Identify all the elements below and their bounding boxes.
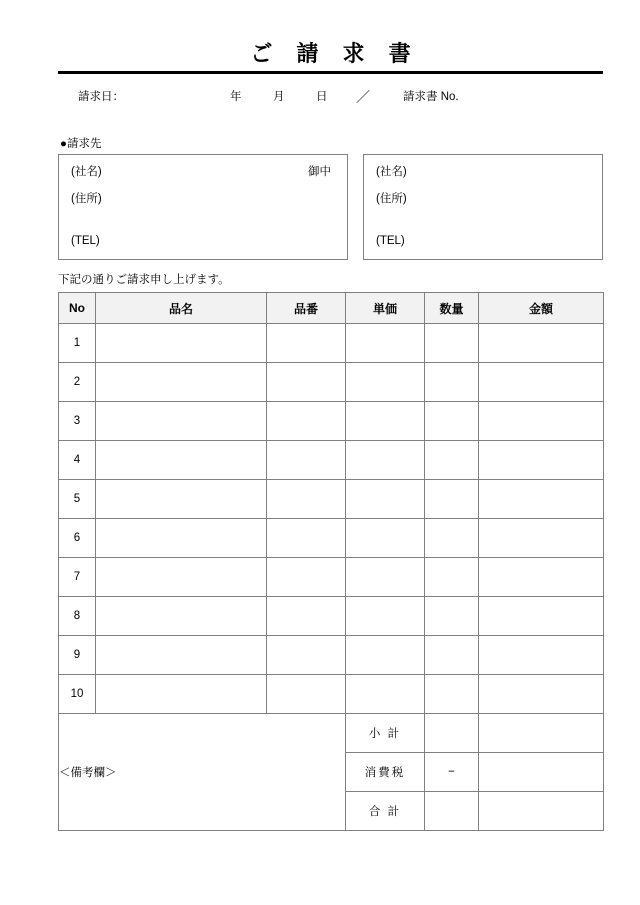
table-body bbox=[59, 324, 604, 831]
column-header-name: 品名 bbox=[96, 293, 267, 324]
cell-amount[interactable] bbox=[479, 402, 604, 441]
issuer-tel-placeholder: (TEL) bbox=[376, 235, 405, 247]
month-unit-label: 月 bbox=[273, 91, 285, 103]
table-row bbox=[59, 558, 604, 597]
cell-quantity[interactable] bbox=[425, 675, 479, 714]
column-header-code: 品番 bbox=[267, 293, 346, 324]
cell-unit-price[interactable] bbox=[346, 519, 425, 558]
row-number: 1 bbox=[59, 324, 96, 363]
column-header-no: No bbox=[59, 293, 96, 324]
intro-sentence: 下記の通りご請求申し上げます。 bbox=[58, 274, 230, 286]
issuer-company-placeholder: (社名) bbox=[376, 166, 407, 178]
cell-quantity[interactable] bbox=[425, 480, 479, 519]
cell-amount[interactable] bbox=[479, 441, 604, 480]
cell-quantity[interactable] bbox=[425, 636, 479, 675]
issuer-box[interactable] bbox=[363, 154, 603, 260]
summary-row-subtotal bbox=[59, 714, 604, 753]
cell-quantity[interactable] bbox=[425, 402, 479, 441]
table-row bbox=[59, 597, 604, 636]
cell-amount[interactable] bbox=[479, 363, 604, 402]
cell-quantity[interactable] bbox=[425, 519, 479, 558]
cell-amount[interactable] bbox=[479, 675, 604, 714]
cell-item-code[interactable] bbox=[267, 519, 346, 558]
customer-tel-placeholder: (TEL) bbox=[71, 235, 100, 247]
cell-item-code[interactable] bbox=[267, 324, 346, 363]
row-number: 4 bbox=[59, 441, 96, 480]
cell-unit-price[interactable] bbox=[346, 636, 425, 675]
invoice-number-label: 請求書 No. bbox=[403, 91, 459, 103]
cell-item-name[interactable] bbox=[96, 519, 267, 558]
cell-amount[interactable] bbox=[479, 480, 604, 519]
cell-item-code[interactable] bbox=[267, 363, 346, 402]
cell-quantity[interactable] bbox=[425, 558, 479, 597]
cell-amount[interactable] bbox=[479, 324, 604, 363]
tax-label: 消費税 bbox=[346, 753, 425, 792]
page-title: ご 請 求 書 bbox=[250, 41, 420, 66]
cell-unit-price[interactable] bbox=[346, 558, 425, 597]
cell-item-name[interactable] bbox=[96, 363, 267, 402]
cell-unit-price[interactable] bbox=[346, 675, 425, 714]
cell-item-code[interactable] bbox=[267, 675, 346, 714]
cell-item-name[interactable] bbox=[96, 324, 267, 363]
cell-item-code[interactable] bbox=[267, 402, 346, 441]
cell-item-code[interactable] bbox=[267, 480, 346, 519]
cell-unit-price[interactable] bbox=[346, 597, 425, 636]
table-row bbox=[59, 480, 604, 519]
table-row bbox=[59, 519, 604, 558]
cell-unit-price[interactable] bbox=[346, 324, 425, 363]
subtotal-mid bbox=[425, 714, 479, 753]
cell-unit-price[interactable] bbox=[346, 441, 425, 480]
total-mid bbox=[425, 792, 479, 831]
cell-quantity[interactable] bbox=[425, 363, 479, 402]
tax-amount[interactable] bbox=[479, 753, 604, 792]
table-header bbox=[59, 293, 604, 324]
cell-unit-price[interactable] bbox=[346, 363, 425, 402]
column-header-amount: 金額 bbox=[479, 293, 604, 324]
customer-company-placeholder: (社名) bbox=[71, 166, 102, 178]
row-number: 9 bbox=[59, 636, 96, 675]
total-label: 合 計 bbox=[346, 792, 425, 831]
table-row bbox=[59, 636, 604, 675]
row-number: 10 bbox=[59, 675, 96, 714]
table-row bbox=[59, 402, 604, 441]
cell-amount[interactable] bbox=[479, 636, 604, 675]
day-unit-label: 日 bbox=[316, 91, 328, 103]
cell-amount[interactable] bbox=[479, 558, 604, 597]
row-number: 2 bbox=[59, 363, 96, 402]
cell-item-code[interactable] bbox=[267, 597, 346, 636]
row-number: 6 bbox=[59, 519, 96, 558]
cell-quantity[interactable] bbox=[425, 597, 479, 636]
cell-item-name[interactable] bbox=[96, 480, 267, 519]
cell-item-name[interactable] bbox=[96, 636, 267, 675]
customer-address-placeholder: (住所) bbox=[71, 193, 102, 205]
table-row bbox=[59, 675, 604, 714]
table-row bbox=[59, 441, 604, 480]
remarks-field[interactable]: ＜備考欄＞ bbox=[59, 714, 346, 831]
cell-item-name[interactable] bbox=[96, 402, 267, 441]
cell-quantity[interactable] bbox=[425, 441, 479, 480]
total-amount[interactable] bbox=[479, 792, 604, 831]
row-number: 5 bbox=[59, 480, 96, 519]
cell-item-name[interactable] bbox=[96, 441, 267, 480]
subtotal-amount[interactable] bbox=[479, 714, 604, 753]
year-unit-label: 年 bbox=[230, 91, 242, 103]
column-header-price: 単価 bbox=[346, 293, 425, 324]
cell-item-name[interactable] bbox=[96, 675, 267, 714]
cell-unit-price[interactable] bbox=[346, 480, 425, 519]
invoice-date-label: 請求日： bbox=[78, 91, 124, 103]
row-number: 7 bbox=[59, 558, 96, 597]
bill-to-section-label: ●請求先 bbox=[60, 138, 102, 150]
subtotal-label: 小 計 bbox=[346, 714, 425, 753]
cell-quantity[interactable] bbox=[425, 324, 479, 363]
row-number: 8 bbox=[59, 597, 96, 636]
row-number: 3 bbox=[59, 402, 96, 441]
invoice-items-table bbox=[58, 292, 604, 831]
cell-item-code[interactable] bbox=[267, 441, 346, 480]
cell-item-name[interactable] bbox=[96, 597, 267, 636]
table-header-row bbox=[59, 293, 604, 324]
date-line bbox=[58, 88, 603, 106]
bill-to-customer-box[interactable] bbox=[58, 154, 348, 260]
title-divider bbox=[58, 71, 603, 74]
cell-item-name[interactable] bbox=[96, 558, 267, 597]
separator-slash-icon: ／ bbox=[356, 89, 370, 105]
issuer-address-placeholder: (住所) bbox=[376, 193, 407, 205]
table-row bbox=[59, 324, 604, 363]
customer-honorific: 御中 bbox=[308, 166, 331, 178]
cell-amount[interactable] bbox=[479, 597, 604, 636]
cell-item-code[interactable] bbox=[267, 558, 346, 597]
cell-amount[interactable] bbox=[479, 519, 604, 558]
cell-item-code[interactable] bbox=[267, 636, 346, 675]
column-header-qty: 数量 bbox=[425, 293, 479, 324]
tax-dash: − bbox=[425, 753, 479, 792]
table-row bbox=[59, 363, 604, 402]
cell-unit-price[interactable] bbox=[346, 402, 425, 441]
